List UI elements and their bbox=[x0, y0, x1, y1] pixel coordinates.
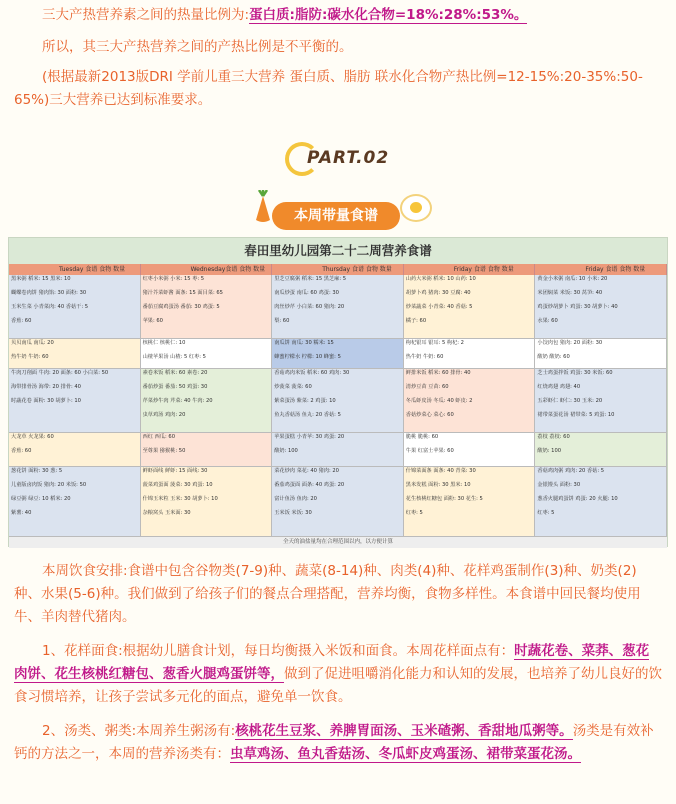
menu-cell: 南瓜饼 南瓜: 30 糯米: 15 蜂蜜柠檬水 柠檬: 10 蜂蜜: 5 bbox=[272, 339, 403, 369]
menu-cell: 山药大米粥 稻米: 10 山药: 10 胡萝卜鸡 猪肉: 30 豆腐: 40 炒菜蔬菜 小青菜: 40 香菇: 5 橘子: 60 bbox=[404, 275, 535, 339]
menu-column bbox=[272, 275, 404, 537]
soup-prefix: 2、汤类、粥类:本周养生粥汤有: bbox=[42, 723, 236, 739]
menu-cell: 黄金小米粥 南瓜: 10 小米: 20 米团焖菜 米饭: 30 莴笋: 40 鸡蛋炒胡萝卜 鸡蛋: 30 胡萝卜: 40 水果: 60 bbox=[535, 275, 666, 339]
conclusion-line: 所以，其三大产热营养之间的产热比例是不平衡的。 bbox=[42, 39, 353, 55]
menu-cell: 菜花炒肉 菜花: 40 猪肉: 20 番茄鸡蛋面 面条: 40 鸡蛋: 20 富计鱼汤 鱼肉: 20 玉米饭 米饭: 30 bbox=[272, 467, 403, 537]
menu-cell: 脆桃 脆桃: 60 牛果 红富士苹果: 60 bbox=[404, 433, 535, 467]
menu-cell: 枸杞银耳 银耳: 5 枸杞: 2 热牛奶 牛奶: 60 bbox=[404, 339, 535, 369]
weekly-menu-table bbox=[8, 237, 668, 547]
menu-cell: 黑米粥 稻米: 15 黑米: 10 蝴蝶卷肉饼 猪肉馅: 30 面粉: 30 玉米生菜 小青菜肉: 40 香菇干: 5 香蕉: 60 bbox=[9, 275, 140, 339]
menu-cell: 小饺肉包 猪肉: 20 面粉: 30 酸奶 酸奶: 60 bbox=[535, 339, 666, 369]
menu-column bbox=[9, 275, 141, 537]
soup-middle: 汤类是有效补钙的方法之一，本周的营养汤类有： bbox=[14, 723, 654, 762]
menu-cell: 大龙草 火龙果: 60 香蕉: 60 bbox=[9, 433, 140, 467]
pastry-highlight: 时蔬花卷、菜莽、葱花肉饼、花生核桃红糖包、葱香火腿鸡蛋饼等， bbox=[14, 643, 650, 682]
menu-header-row bbox=[9, 264, 667, 275]
part-label bbox=[285, 142, 395, 176]
menu-cell: 核桃仁 核桃仁: 10 山楂苹果汤 山楂: 5 红枣: 5 bbox=[141, 339, 272, 369]
pastry-paragraph bbox=[14, 640, 662, 709]
ratio-line bbox=[14, 4, 662, 27]
soup-highlight: 虫草鸡汤、鱼丸香菇汤、冬瓜虾皮鸡蛋汤、裙带菜蛋花汤。 bbox=[230, 746, 581, 762]
standard-note: (根据最新2013版DRI 学前儿重三大营养 蛋白质、脂肪 联水化合物产热比例=12-15%:20-35%:50-65%)三大营养已达到标准要求。 bbox=[14, 69, 643, 108]
menu-cell: 鲜排米饭 稻米: 60 排骨: 40 清炒豆苗 豆苗: 60 冬瓜虾皮汤 冬瓜: 40 虾皮: 2 香菇炒菜心 菜心: 60 bbox=[404, 369, 535, 433]
menu-cell: 苹果蛋糕 小青苹: 30 鸡蛋: 20 酸奶: 100 bbox=[272, 433, 403, 467]
menu-column bbox=[535, 275, 667, 537]
porridge-highlight: 核桃花生豆浆、养脾胃面汤、玉米碴粥、香甜地瓜粥等。 bbox=[235, 723, 573, 739]
soup-paragraph bbox=[14, 720, 662, 766]
menu-header: Friday 食谱 食物 数量 bbox=[404, 264, 536, 275]
menu-column bbox=[141, 275, 273, 537]
menu-cell: 素卷米饭 稻米: 60 素卷: 20 番茄炒蛋 番茄: 50 鸡蛋: 30 芹菜炒牛肉 芹菜: 40 牛肉: 20 虫草鸡汤 鸡肉: 20 bbox=[141, 369, 272, 433]
menu-cell: 红枣小米粥 小米: 15 枣: 5 猪汁芥菜虾酱 面条: 15 面目菜: 65 番茄豆腐鸡蛋汤 番茄: 30 鸡蛋: 5 苹果: 60 bbox=[141, 275, 272, 339]
menu-cell: 牛肉刀削面 牛肉: 20 面条: 60 小白菜: 50 海带排骨汤 海带: 20 排骨: 40 时蔬花卷 面粉: 30 胡萝卜: 10 bbox=[9, 369, 140, 433]
menu-cell: 荔枝 荔枝: 60 酸奶: 100 bbox=[535, 433, 666, 467]
menu-grid bbox=[9, 275, 667, 537]
menu-cell: 里芝豆腐粥 稻米: 15 黑芝麻: 5 南瓜炒蛋 南瓜: 60 鸡蛋: 30 肉丝炒芹 小白菜: 60 猪肉: 20 梨: 60 bbox=[272, 275, 403, 339]
menu-title: 春田里幼儿园第二十二周营养食谱 bbox=[9, 238, 667, 264]
menu-header: Wednesday食谱 食物 数量 bbox=[141, 264, 273, 275]
menu-cell: 西红 西瓜: 60 至尊果 猕猴桃: 50 bbox=[141, 433, 272, 467]
menu-header: Tuesday 食谱 食物 数量 bbox=[9, 264, 141, 275]
section-title-banner: 本周带量食谱 bbox=[272, 202, 400, 230]
menu-cell: 鲜虾面线 鲜虾: 15 面线: 30 菠菜鸡蛋面 菠菜: 30 鸡蛋: 10 什锦玉米粒 玉米: 30 胡萝卜: 10 杂粮窝头 玉米面: 30 bbox=[141, 467, 272, 537]
pastry-prefix: 1、花样面食:根据幼儿膳食计划，每日均衡摄入米饭和面食。本周花样面点有： bbox=[42, 643, 515, 659]
menu-header: Thursday 食谱 食物 数量 bbox=[272, 264, 404, 275]
egg-icon bbox=[400, 194, 432, 222]
menu-cell: 贝贝南瓜 南瓜: 20 热牛奶 牛奶: 60 bbox=[9, 339, 140, 369]
menu-cell: 香菇鸡肉粥 鸡肉: 20 香菇: 5 金银馒头 面粉: 30 葱香火腿鸡蛋饼 鸡蛋: 20 火腿: 10 红枣: 5 bbox=[535, 467, 666, 537]
ratio-highlight: 蛋白质:脂防:碳水化合物=18%:28%:53%。 bbox=[249, 7, 528, 23]
menu-cell: 葱花饼 面粉: 30 葱: 5 儿童版卤肉饭 猪肉: 20 米饭: 50 绿豆粥 绿豆: 10 稻米: 20 紫薯: 40 bbox=[9, 467, 140, 537]
carrot-icon bbox=[252, 190, 274, 224]
menu-cell: 什锦菜面条 面条: 40 青菜: 30 黑米发糕 面粉: 30 黑米: 10 花生核桃红糖包 面粉: 30 花生: 5 红枣: 5 bbox=[404, 467, 535, 537]
menu-cell: 芝士鸡蛋拌饭 鸡蛋: 30 米饭: 60 红烧鸡翅 鸡翅: 40 五彩虾仁 虾仁: 30 玉米: 20 裙带菜蛋花汤 裙带菜: 5 鸡蛋: 10 bbox=[535, 369, 666, 433]
menu-cell: 香菇鸡肉米饭 稻米: 60 鸡肉: 30 炒菠菜 菠菜: 60 紫菜蛋汤 紫菜: 2 鸡蛋: 10 鱼丸香菇汤 鱼丸: 20 香菇: 5 bbox=[272, 369, 403, 433]
arrangement-paragraph: 本周饮食安排:食谱中包含谷物类(7-9)种、蔬菜(8-14)种、肉类(4)种、花样鸡蛋制作(3)种、奶类(2)种、水果(5-6)种。我们做到了给孩子们的餐点合理搭配，营养均衡，食物多样性。本食谱中回民餐均使用牛、羊肉替代猪肉。 bbox=[14, 563, 641, 625]
ratio-prefix: 三大产热营养素之间的热量比例为: bbox=[42, 7, 250, 23]
part-label-text: PART.02 bbox=[307, 148, 390, 168]
pastry-suffix: 做到了促进咀嚼消化能力和认知的发展，也培养了幼儿良好的饮食习惯培养，让孩子尝试多元化的面点，避免单一饮食。 bbox=[14, 666, 662, 705]
menu-footer: 全天的油盐量均在合理范围以内，以方便计算 bbox=[9, 537, 667, 548]
menu-column bbox=[404, 275, 536, 537]
menu-header: Friday 食谱 食物 数量 bbox=[535, 264, 667, 275]
